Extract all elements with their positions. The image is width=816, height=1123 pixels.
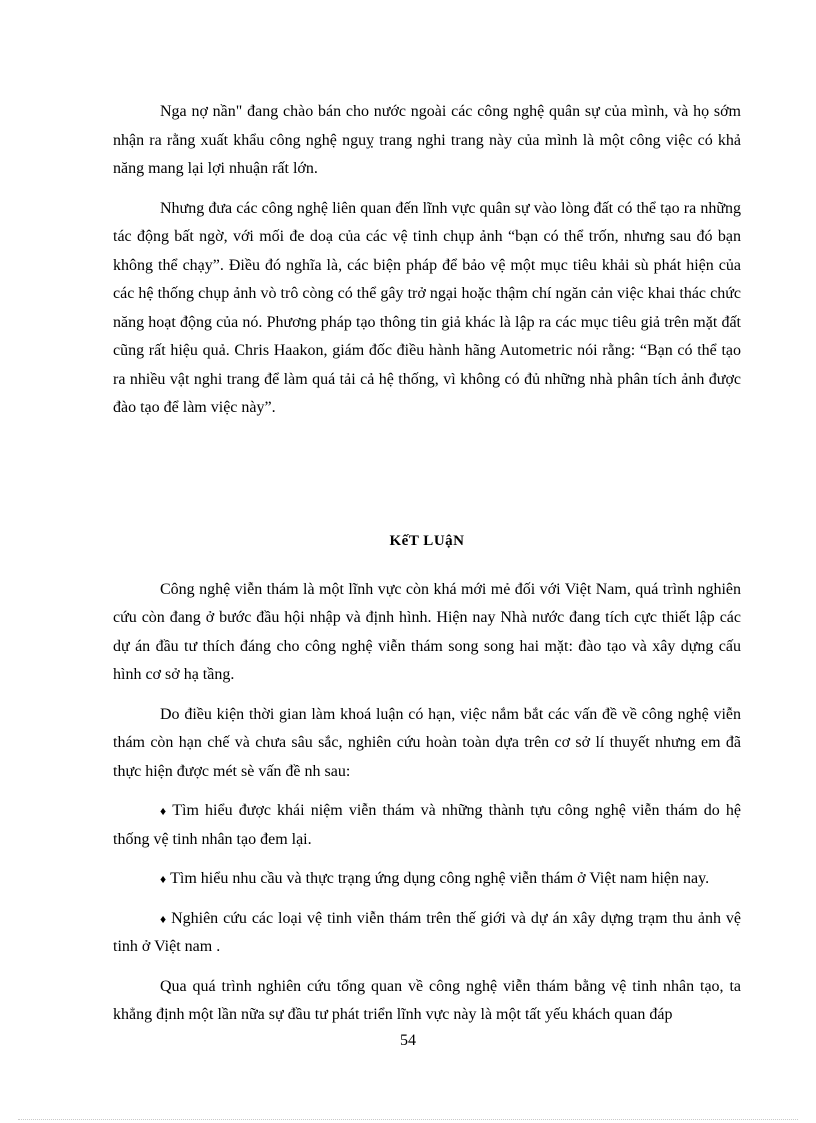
diamond-bullet-icon: ♦ bbox=[160, 872, 167, 886]
bullet-text: Nghiên cứu các loại vệ tinh viễn thám trên thế giới và dự án xây dựng trạm thu ảnh vệ tinh ở Việt nam . bbox=[113, 909, 741, 955]
body-paragraph-2: Nhưng đưa các công nghệ liên quan đến lĩnh vực quân sự vào lòng đất có thể tạo ra những tác động bất ngờ, với mối đe doạ của các vệ tinh chụp ảnh “bạn có thể trốn, nhưng sau đó bạn không thể chạy”. Điều đó nghĩa là, các biện pháp để bảo vệ một mục tiêu khải sù phát hiện của các hệ thống chụp ảnh vò trô còng có thể gây trở ngại hoặc thậm chí ngăn cản việc khai thác chức năng hoạt động của nó. Phương pháp tạo thông tin giả khác là lập ra các mục tiêu giả trên mặt đất cũng rất hiệu quả. Chris Haakon, giám đốc điều hành hãng Autometric nói rằng: “Bạn có thể tạo ra nhiều vật nghi trang để làm quá tải cả hệ thống, vì không có đủ những nhà phân tích ảnh được đào tạo để làm việc này”. bbox=[113, 199, 741, 416]
bullet-item-2 bbox=[113, 865, 741, 894]
bullet-text: Tìm hiểu nhu cầu và thực trạng ứng dụng công nghệ viễn thám ở Việt nam hiện nay. bbox=[170, 870, 710, 887]
body-paragraph-1: Nga nợ nần" đang chào bán cho nước ngoài các công nghệ quân sự của mình, và họ sớm nhận ra rằng xuất khẩu công nghệ nguỵ trang nghi trang này của mình là một công việc có khả năng mang lại lợi nhuận rất lớn. bbox=[113, 103, 741, 177]
section-heading: KếT LUậN bbox=[389, 532, 465, 549]
bullet-text: Tìm hiểu được khái niệm viễn thám và những thành tựu công nghệ viễn thám do hệ thống vệ tinh nhân tạo đem lại. bbox=[113, 802, 741, 848]
diamond-bullet-icon: ♦ bbox=[160, 911, 168, 926]
bullet-item-1 bbox=[113, 797, 741, 854]
bullet-item-3 bbox=[113, 905, 741, 962]
conclusion-paragraph-1: Công nghệ viễn thám là một lĩnh vực còn khá mới mẻ đối với Việt Nam, quá trình nghiên cứu còn đang ở bước đầu hội nhập và định hình. Hiện nay Nhà nước đang tích cực thiết lập các dự án đầu tư thích đáng cho công nghệ viễn thám song song hai mặt: đào tạo và xây dựng cấu hình cơ sở hạ tầng. bbox=[113, 580, 741, 683]
page-number: 54 bbox=[400, 1032, 416, 1049]
conclusion-paragraph-2: Do điều kiện thời gian làm khoá luận có hạn, việc nắm bắt các vấn đề về công nghệ viễn thám còn hạn chế và chưa sâu sắc, nghiên cứu hoàn toàn dựa trên cơ sở lí thuyết nhưng em đã thực hiện được mét sè vấn đề nh sau: bbox=[113, 705, 741, 780]
page-body bbox=[113, 98, 741, 1041]
diamond-bullet-icon: ♦ bbox=[160, 804, 169, 818]
closing-paragraph: Qua quá trình nghiên cứu tổng quan về công nghệ viễn thám bằng vệ tinh nhân tạo, ta khẳng định một lần nữa sự đầu tư phát triển lĩnh vực này là một tất yếu khách quan đáp bbox=[113, 977, 741, 1023]
footer-divider bbox=[18, 1119, 798, 1120]
